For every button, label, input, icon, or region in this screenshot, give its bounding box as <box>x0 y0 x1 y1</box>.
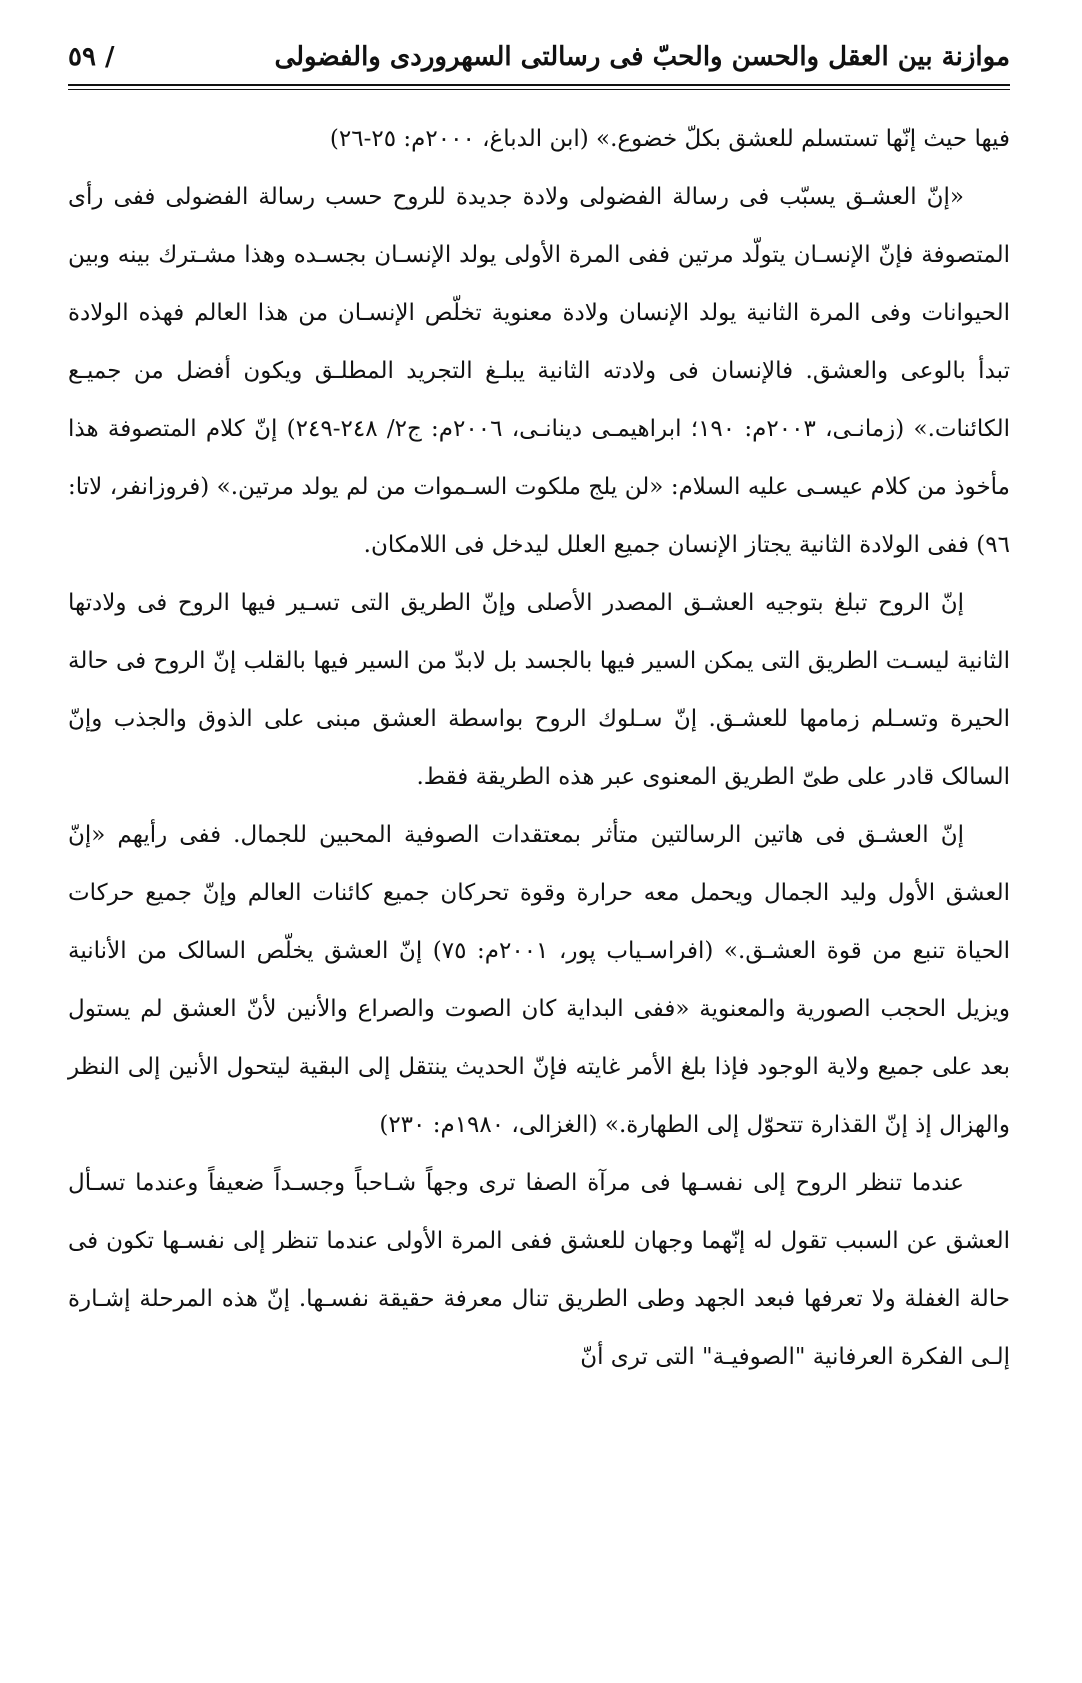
body-text <box>68 110 1010 1386</box>
page-number: ٥٩ <box>68 42 96 72</box>
running-header <box>68 28 1010 72</box>
paragraph-4: إنّ العشـق فى هاتين الرسالتين متأثر بمعتقدات الصوفية المحبين للجمال. ففى رأيهم «إنّ العشق الأول وليد الجمال ويحمل معه حرارة وقوة تحركان جميع كائنات العالم وإنّ جميع حركات الحياة تنبع من قوة العشـق.» (افراسـياب پور، ٢٠٠١م: ٧٥) إنّ العشق يخلّص السالک من الأنانية ويزيل الحجب الصورية والمعنوية «ففى البداية كان الصوت والصراع والأنين لأنّ العشق لم يستول بعد على جميع ولاية الوجود فإذا بلغ الأمر غايته فإنّ الحديث ينتقل إلى البقية ليتحول الأنين إلى النظر والهزال إذ إنّ القذارة تتحوّل إلى الطهارة.» (الغزالى، ١٩٨٠م: ٢٣٠) <box>68 822 1010 1138</box>
paragraph-3: إنّ الروح تبلغ بتوجيه العشـق المصدر الأصلى وإنّ الطريق التى تسـير فيها الروح فى ولادتها الثانية ليسـت الطريق التى يمكن السير فيها بالجسد بل لابدّ من السير فيها بالقلب إنّ الروح فى حالة الحيرة وتسـلم زمامها للعشـق. إنّ سـلوك الروح بواسطة العشق مبنى على الذوق والجذب وإنّ السالک قادر على طىّ الطريق المعنوى عبر هذه الطريقة فقط. <box>68 590 1010 790</box>
header-rule <box>68 84 1010 90</box>
paragraph-5: عندما تنظر الروح إلى نفسـها فى مرآة الصفا ترى وجهاً شـاحباً وجسـداً ضعيفاً وعندما تسـأل العشق عن السبب تقول له إنّهما وجهان للعشق ففى المرة الأولى عندما تنظر إلى نفسـها تكون فى حالة الغفلة ولا تعرفها فبعد الجهد وطى الطريق تنال معرفة حقيقة نفسـها. إنّ هذه المرحلة إشـارة إلـى الفكرة العرفانية "الصوفيـة" التى ترى أنّ <box>68 1170 1010 1370</box>
paragraph-1: فيها حيث إنّها تستسلم للعشق بكلّ خضوع.» (ابن الدباغ، ٢٠٠٠م: ٢٥-٢٦) <box>329 126 1010 152</box>
header-title: موازنة بين العقل والحسن والحبّ فى رسالتى السهروردى والفضولى <box>274 42 1010 72</box>
header-separator: / <box>105 42 115 72</box>
header-page-number-group <box>68 42 115 72</box>
paragraph-2: «إنّ العشـق يسبّب فى رسالة الفضولى ولادة جديدة للروح حسب رسالة الفضولى ففى رأى المتصوفة فإنّ الإنسـان يتولّد مرتين ففى المرة الأولى يولد الإنسـان بجسـده وهذا مشـترك بينه وبين الحيوانات وفى المرة الثانية يولد الإنسان ولادة معنوية تخلّص الإنسـان من هذا العالم فهذه الولادة تبدأ بالوعى والعشق. فالإنسان فى ولادته الثانية يبلـغ التجريد المطلـق ويكون أفضل من جميـع الكائنات.» (زمانـى، ٢٠٠٣م: ١٩٠؛ ابراهيمـى دينانـى، ٢٠٠٦م: ج٢/ ٢٤٨-٢٤٩) إنّ كلام المتصوفة هذا مأخوذ من كلام عيسـى عليه السلام: «لن يلج ملكوت السـموات من لم يولد مرتين.» (فروزانفر، لاتا: ٩٦) ففى الولادة الثانية يجتاز الإنسان جميع العلل ليدخل فى اللامكان. <box>68 184 1011 558</box>
